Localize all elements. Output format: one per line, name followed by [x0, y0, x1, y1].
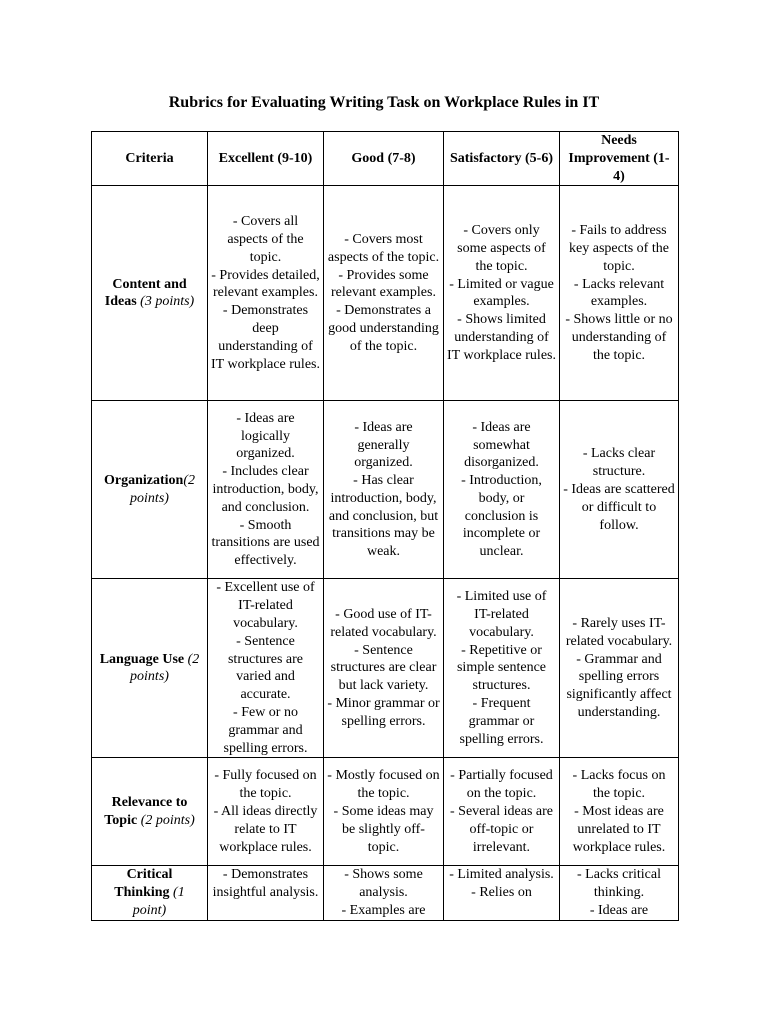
descriptor-cell [444, 401, 560, 579]
descriptor-cell [444, 186, 560, 401]
descriptor-line: - Most ideas are unrelated to IT workplace rules. [572, 803, 666, 855]
descriptor-line: - Ideas are logically organized. [236, 410, 295, 462]
descriptor-line: - Demonstrates a good understanding of the topic. [328, 303, 439, 354]
descriptor-line: - Rarely uses IT-related vocabulary. [565, 616, 673, 649]
descriptor-cell [208, 758, 324, 866]
descriptor-line: - All ideas directly relate to IT workplace rules. [213, 803, 318, 855]
criterion-points: (2 points) [130, 651, 200, 685]
descriptor-cell [560, 401, 679, 579]
descriptor-line: - Ideas are somewhat disorganized. [464, 419, 539, 471]
descriptor-line: - Covers all aspects of the topic. [227, 214, 304, 265]
descriptor-line: - Lacks clear structure. [582, 446, 656, 480]
criterion-cell [92, 401, 208, 579]
descriptor-line: - Minor grammar or spelling errors. [327, 696, 440, 729]
header-criteria: Criteria [92, 132, 208, 186]
descriptor-cell [324, 401, 444, 579]
descriptor-line: - Few or no grammar and spelling errors. [223, 704, 308, 756]
descriptor-cell [324, 758, 444, 866]
descriptor-line: - Excellent use of IT-related vocabulary. [216, 580, 315, 631]
descriptor-cell [444, 866, 560, 920]
descriptor-line: - Has clear introduction, body, and conclusion, but transitions may be weak. [328, 473, 439, 560]
descriptor-line: - Covers most aspects of the topic. [327, 232, 440, 265]
descriptor-line: - Covers only some aspects of the topic. [457, 223, 546, 274]
descriptor-line: - Lacks critical thinking. [577, 867, 661, 901]
descriptor-line: - Repetitive or simple sentence structures. [456, 642, 547, 694]
descriptor-line: - Examples are [341, 902, 426, 918]
criterion-cell [92, 579, 208, 758]
descriptor-cell [324, 579, 444, 758]
descriptor-cell [560, 866, 679, 920]
descriptor-line: - Smooth transitions are used effectively. [211, 517, 320, 569]
descriptor-line: - Limited use of IT-related vocabulary. [456, 589, 547, 640]
table-row [92, 758, 679, 866]
header-good: Good (7-8) [324, 132, 444, 186]
rubric-table [91, 131, 679, 921]
criterion-cell [92, 866, 208, 920]
criterion-name: Relevance to Topic [104, 795, 188, 828]
descriptor-line: - Ideas are scattered or difficult to follow. [563, 481, 675, 533]
descriptor-line: - Good use of IT-related vocabulary. [330, 607, 437, 640]
descriptor-line: - Mostly focused on the topic. [327, 768, 440, 802]
descriptor-cell [560, 186, 679, 401]
table-row [92, 186, 679, 401]
descriptor-line: - Ideas are [589, 902, 649, 918]
criterion-name: Critical Thinking [114, 867, 173, 901]
descriptor-line: - Shows little or no understanding of the topic. [565, 312, 673, 363]
page-title: Rubrics for Evaluating Writing Task on Workplace Rules in IT [168, 94, 600, 111]
descriptor-line: - Ideas are generally organized. [354, 419, 413, 471]
descriptor-line: - Frequent grammar or spelling errors. [459, 696, 544, 747]
criterion-name: Language Use [99, 651, 185, 667]
descriptor-line: - Some ideas may be slightly off-topic. [333, 803, 434, 855]
descriptor-line: - Shows some analysis. [344, 867, 423, 901]
criterion-cell [92, 186, 208, 401]
criterion-name: Organization [103, 473, 184, 489]
descriptor-line: - Shows limited understanding of IT workplace rules. [447, 312, 556, 363]
descriptor-cell [560, 758, 679, 866]
descriptor-line: - Sentence structures are varied and accurate. [227, 633, 304, 703]
descriptor-line: - Grammar and spelling errors significantly affect understanding. [566, 651, 672, 720]
descriptor-line: - Introduction, body, or conclusion is incomplete or unclear. [461, 473, 542, 560]
table-header-row [92, 132, 679, 186]
descriptor-cell [560, 579, 679, 758]
descriptor-cell [324, 866, 444, 920]
criterion-name: Content and Ideas [104, 276, 187, 310]
criterion-points: (2 points) [130, 473, 195, 506]
descriptor-line: - Lacks relevant examples. [573, 276, 665, 310]
descriptor-line: - Sentence structures are clear but lack variety. [330, 642, 437, 694]
table-row [92, 866, 679, 920]
descriptor-cell [208, 579, 324, 758]
descriptor-line: - Partially focused on the topic. [450, 768, 553, 802]
descriptor-line: - Demonstrates insightful analysis. [212, 867, 319, 901]
descriptor-line: - Limited analysis. [449, 867, 554, 883]
descriptor-cell [444, 758, 560, 866]
descriptor-cell [208, 186, 324, 401]
descriptor-line: - Fails to address key aspects of the topic. [569, 223, 669, 274]
table-row [92, 579, 679, 758]
descriptor-line: - Several ideas are off-topic or irrelevant. [450, 803, 553, 855]
descriptor-line: - Relies on [471, 885, 532, 901]
descriptor-line: - Provides some relevant examples. [331, 267, 436, 301]
descriptor-line: - Demonstrates deep understanding of IT workplace rules. [211, 303, 320, 372]
criterion-cell [92, 758, 208, 866]
header-excellent: Excellent (9-10) [208, 132, 324, 186]
descriptor-line: - Limited or vague examples. [449, 276, 554, 310]
descriptor-cell [208, 866, 324, 920]
table-row [92, 401, 679, 579]
header-needs-improvement: Needs Improvement (1-4) [560, 132, 679, 186]
criterion-points: (2 points) [140, 812, 195, 828]
descriptor-line: - Fully focused on the topic. [214, 768, 317, 802]
descriptor-cell [444, 579, 560, 758]
descriptor-line: - Includes clear introduction, body, and conclusion. [212, 464, 319, 515]
descriptor-cell [324, 186, 444, 401]
criterion-points: (3 points) [140, 294, 195, 310]
header-satisfactory: Satisfactory (5-6) [444, 132, 560, 186]
descriptor-line: - Provides detailed, relevant examples. [211, 267, 320, 301]
descriptor-line: - Lacks focus on the topic. [572, 768, 666, 802]
descriptor-cell [208, 401, 324, 579]
criterion-points: (1 point) [132, 885, 185, 918]
